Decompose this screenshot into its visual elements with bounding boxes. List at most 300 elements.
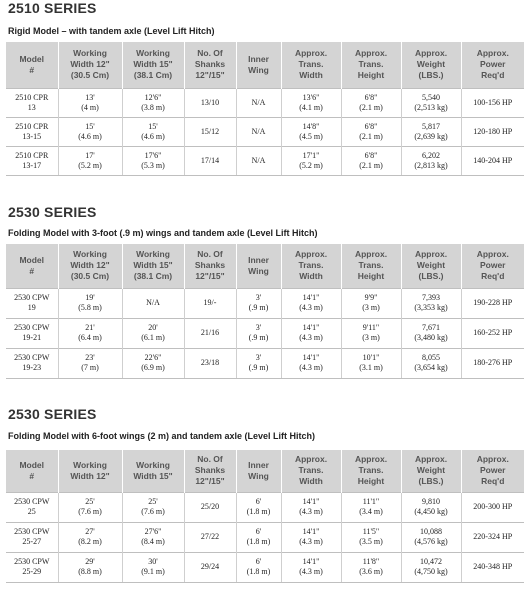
cell-text: N/A [251,126,266,136]
cell-text: 22'6" [144,353,162,362]
cell-text: 11'1" [362,497,380,506]
cell-text: (8.8 m) [78,567,102,576]
cell-text: (1.8 m) [246,507,271,516]
cell-text: 14'8" [302,121,320,131]
cell-text: 9'11" [362,323,380,332]
cell-text: (4.5 m) [299,131,323,141]
cell-text: 2510 CPR [15,150,49,160]
cell-weight [401,492,461,522]
cell-text: 240-348 HP [473,562,513,571]
header-text: Inner [248,459,269,470]
cell-text: 19 [27,303,36,312]
header-text: (LBS.) [418,70,444,81]
cell-text: 19-21 [22,333,42,342]
header-text: Width 12" [70,470,110,481]
cell-inner-wing [236,552,281,582]
cell-text: 11'8" [362,557,380,566]
table-row [6,348,524,378]
cell-text: 2530 CPW [14,497,50,506]
spec-table-2530-3ft [6,244,524,379]
cell-text: (8.2 m) [78,537,102,546]
cell-text: 12'6" [144,92,162,102]
column-header-model [6,244,58,288]
column-header-trans-height [341,450,401,492]
cell-trans-width [281,288,341,318]
cell-text: 25-29 [22,567,42,576]
table-header-row [6,42,524,88]
cell-text: 10'1" [362,353,380,362]
cell-model [6,552,58,582]
column-header-shanks [184,42,236,88]
cell-text: 25-27 [22,537,42,546]
header-text: Working [73,48,107,59]
cell-weight [401,88,461,117]
header-text: Height [357,476,385,487]
cell-width-15 [122,146,184,175]
series-title-2530-6ft: 2530 SERIES [8,406,97,422]
cell-text: 29/24 [200,562,220,571]
header-text: Trans. [358,260,384,271]
cell-text: 100-156 HP [473,97,513,107]
cell-text: 7,393 [422,293,440,302]
header-text: Approx. [414,454,448,465]
cell-power [461,117,524,146]
cell-text: 7,671 [422,323,440,332]
cell-text: (9.1 m) [141,567,165,576]
cell-text: (4,576 kg) [414,537,448,546]
cell-text: (4 m) [81,102,99,112]
column-header-trans-width [281,244,341,288]
cell-text: (3,654 kg) [414,363,448,372]
cell-text: 13/10 [200,97,220,107]
cell-text: (7.6 m) [141,507,165,516]
header-text: Height [357,70,385,81]
header-text: Req'd [481,70,505,81]
column-header-inner-wing [236,244,281,288]
header-text: Approx. [354,48,388,59]
cell-trans-width [281,522,341,552]
header-text: (30.5 Cm) [70,70,110,81]
cell-text: (4.1 m) [299,102,323,112]
column-header-power [461,244,524,288]
table-row [6,88,524,117]
series-subtitle-2510: Rigid Model – with tandem axle (Level Lift Hitch) [8,26,215,36]
cell-text: 3' [255,353,262,362]
header-text: Weight [416,260,446,271]
cell-text: 14'1" [302,527,320,536]
header-text: Approx. [294,454,328,465]
cell-text: 11'5" [362,527,380,536]
table-row [6,522,524,552]
header-text: Working [136,459,170,470]
cell-trans-width [281,492,341,522]
cell-text: 27/22 [200,532,220,541]
series-title-2510: 2510 SERIES [8,0,97,16]
column-header-shanks [184,244,236,288]
header-text: Width [299,70,323,81]
cell-text: 17' [85,150,95,160]
cell-text: (1.8 m) [246,537,271,546]
header-text: Working [73,459,107,470]
cell-text: 10,088 [420,527,442,536]
series-subtitle-2530-3ft: Folding Model with 3-foot (.9 m) wings and tandem axle (Level Lift Hitch) [8,228,318,238]
cell-text: (2,639 kg) [414,131,448,141]
cell-text: (4.3 m) [299,303,323,312]
cell-width-12 [58,348,122,378]
header-text: Height [357,271,385,282]
cell-trans-height [341,117,401,146]
cell-text: (3.4 m) [359,507,383,516]
cell-text: 14'1" [302,497,320,506]
cell-width-12 [58,492,122,522]
header-text: Approx. [354,454,388,465]
cell-text: 14'1" [302,353,320,362]
cell-text: (.9 m) [248,363,269,372]
header-text: Approx. [414,249,448,260]
cell-shanks [184,492,236,522]
column-header-trans-height [341,42,401,88]
cell-text: 23/18 [200,358,220,367]
column-header-inner-wing [236,450,281,492]
header-text: Shanks [194,465,226,476]
cell-shanks [184,88,236,117]
cell-text: (2.1 m) [359,160,383,170]
table-header-row [6,244,524,288]
cell-model [6,288,58,318]
column-header-width-15 [122,450,184,492]
cell-text: N/A [251,155,266,165]
header-text: Shanks [194,260,226,271]
header-text: Power [479,59,506,70]
header-text: Approx. [476,454,509,465]
cell-shanks [184,348,236,378]
cell-text: 10,472 [420,557,442,566]
column-header-weight [401,244,461,288]
header-text: Trans. [298,260,324,271]
cell-text: 14'1" [302,323,320,332]
cell-width-15 [122,117,184,146]
cell-text: 21' [85,323,95,332]
cell-text: (5.3 m) [141,160,165,170]
cell-inner-wing [236,492,281,522]
cell-text: 23' [85,353,95,362]
header-text: Approx. [476,48,509,59]
column-header-width-12 [58,244,122,288]
column-header-width-12 [58,450,122,492]
cell-text: 160-252 HP [473,328,513,337]
header-text: Trans. [358,465,384,476]
cell-text: 27' [85,527,95,536]
cell-trans-height [341,146,401,175]
header-text: Approx. [294,48,328,59]
header-text: Approx. [476,249,509,260]
header-text: 12"/15" [195,271,225,282]
header-text: Approx. [294,249,328,260]
column-header-model [6,450,58,492]
series-title-2530-3ft: 2530 SERIES [8,204,97,220]
table-row [6,318,524,348]
cell-text: 8,055 [422,353,440,362]
cell-text: 13 [27,102,36,112]
cell-text: 5,817 [422,121,440,131]
header-text: Width [299,476,323,487]
cell-text: (6.9 m) [141,363,165,372]
header-text: Working [136,48,170,59]
cell-text: 9,810 [422,497,440,506]
cell-text: (3,480 kg) [414,333,448,342]
cell-text: 19' [85,293,95,302]
cell-text: 2530 CPW [14,293,50,302]
cell-text: 15' [85,121,95,131]
cell-text: 13-17 [22,160,42,170]
cell-text: 6' [255,527,262,536]
cell-width-15 [122,288,184,318]
cell-text: (4,750 kg) [414,567,448,576]
column-header-trans-height [341,244,401,288]
cell-text: (3.1 m) [359,363,383,372]
cell-text: (4,450 kg) [414,507,448,516]
cell-text: N/A [251,97,266,107]
cell-trans-height [341,552,401,582]
cell-text: (.9 m) [248,333,269,342]
header-text: Inner [248,254,269,265]
header-text: Width 12" [70,260,110,271]
header-text: Width 15" [133,470,173,481]
cell-weight [401,288,461,318]
cell-weight [401,348,461,378]
cell-text: (2.1 m) [359,102,383,112]
cell-text: (6.1 m) [141,333,165,342]
cell-text: (4.3 m) [299,363,323,372]
cell-weight [401,146,461,175]
cell-text: (3 m) [362,303,380,312]
cell-text: 120-180 HP [473,126,513,136]
header-text: Width 12" [70,59,110,70]
cell-text: 20' [148,323,158,332]
cell-text: 180-276 HP [473,358,513,367]
cell-text: 17'6" [144,150,162,160]
cell-trans-height [341,88,401,117]
cell-trans-height [341,318,401,348]
cell-text: 200-300 HP [473,502,513,511]
cell-text: (3,353 kg) [414,303,448,312]
cell-text: 25/20 [200,502,220,511]
cell-power [461,318,524,348]
cell-width-15 [122,88,184,117]
cell-width-15 [122,318,184,348]
spec-table-2530-6ft [6,450,524,583]
cell-text: (5.2 m) [299,160,323,170]
cell-text: (4.3 m) [299,537,323,546]
cell-text: 13'6" [302,92,320,102]
cell-width-12 [58,88,122,117]
column-header-inner-wing [236,42,281,88]
cell-text: 19/- [203,298,217,307]
cell-trans-width [281,318,341,348]
series-subtitle-2530-6ft: Folding Model with 6-foot wings (2 m) and tandem axle (Level Lift Hitch) [8,431,316,441]
cell-inner-wing [236,522,281,552]
cell-text: (3 m) [362,333,380,342]
cell-power [461,552,524,582]
header-text: # [29,64,35,75]
cell-text: (3.8 m) [141,102,165,112]
header-text: Req'd [481,476,505,487]
column-header-trans-width [281,450,341,492]
cell-shanks [184,288,236,318]
header-text: Width [299,271,323,282]
cell-model [6,492,58,522]
cell-text: 9'9" [364,293,378,302]
table-row [6,117,524,146]
header-text: Req'd [481,271,505,282]
cell-text: N/A [146,298,160,307]
header-text: Inner [248,53,269,64]
cell-text: 6' [255,497,262,506]
table-row [6,288,524,318]
cell-text: 6'8" [364,150,378,160]
cell-inner-wing [236,318,281,348]
header-text: No. Of [197,454,223,465]
cell-inner-wing [236,117,281,146]
header-text: Shanks [194,59,226,70]
cell-weight [401,552,461,582]
column-header-width-15 [122,42,184,88]
cell-text: 13-15 [22,131,42,141]
column-header-weight [401,42,461,88]
cell-text: 2510 CPR [15,121,49,131]
cell-power [461,522,524,552]
cell-power [461,88,524,117]
header-text: Trans. [358,59,384,70]
header-text: Wing [248,64,269,75]
cell-model [6,117,58,146]
cell-text: 17'1" [302,150,320,160]
header-text: (38.1 Cm) [133,271,173,282]
cell-width-15 [122,552,184,582]
cell-text: 25' [85,497,95,506]
cell-width-12 [58,522,122,552]
column-header-model [6,42,58,88]
cell-trans-height [341,522,401,552]
cell-text: 2530 CPW [14,557,50,566]
column-header-power [461,42,524,88]
cell-text: 13' [85,92,95,102]
cell-text: 190-228 HP [473,298,513,307]
header-text: Working [73,249,107,260]
cell-inner-wing [236,88,281,117]
cell-text: 27'6" [144,527,162,536]
header-text: 12"/15" [195,70,225,81]
cell-trans-width [281,348,341,378]
cell-text: 21/16 [200,328,220,337]
cell-text: 30' [148,557,158,566]
table-row [6,552,524,582]
header-text: Working [136,249,170,260]
cell-text: (4.3 m) [299,333,323,342]
cell-power [461,492,524,522]
cell-text: (8.4 m) [141,537,165,546]
cell-trans-width [281,88,341,117]
cell-trans-height [341,492,401,522]
cell-shanks [184,552,236,582]
cell-text: 220-324 HP [473,532,513,541]
header-text: Trans. [298,465,324,476]
cell-text: (4.6 m) [78,131,102,141]
cell-text: 6'8" [364,121,378,131]
cell-model [6,88,58,117]
header-text: Width 15" [133,260,173,271]
header-text: Approx. [414,48,448,59]
cell-model [6,522,58,552]
cell-weight [401,522,461,552]
cell-text: 25' [148,497,158,506]
header-text: Power [479,465,506,476]
cell-text: 6' [255,557,262,566]
cell-trans-width [281,146,341,175]
cell-text: 19-23 [22,363,42,372]
cell-text: (4.3 m) [299,567,323,576]
cell-text: (4.3 m) [299,507,323,516]
cell-text: 2530 CPW [14,323,50,332]
cell-shanks [184,146,236,175]
cell-width-15 [122,348,184,378]
header-text: Weight [416,465,446,476]
cell-model [6,318,58,348]
cell-text: 2530 CPW [14,353,50,362]
cell-text: (7 m) [81,363,99,372]
header-text: No. Of [197,48,223,59]
cell-text: (2,813 kg) [414,160,448,170]
cell-text: 3' [255,293,262,302]
cell-text: (5.2 m) [78,160,102,170]
cell-text: (.9 m) [248,303,269,312]
cell-text: 17/14 [200,155,220,165]
cell-text: 14'1" [302,557,320,566]
header-text: 12"/15" [195,476,225,487]
header-text: Weight [416,59,446,70]
cell-width-12 [58,117,122,146]
cell-width-15 [122,492,184,522]
cell-inner-wing [236,146,281,175]
header-text: (LBS.) [418,476,444,487]
cell-text: (1.8 m) [246,567,271,576]
header-text: Model [19,53,45,64]
table-row [6,492,524,522]
cell-shanks [184,522,236,552]
cell-trans-width [281,117,341,146]
header-text: Wing [248,265,269,276]
cell-text: (2,513 kg) [414,102,448,112]
cell-text: (3.6 m) [359,567,383,576]
cell-text: 29' [85,557,95,566]
table-header-row [6,450,524,492]
cell-width-12 [58,552,122,582]
column-header-trans-width [281,42,341,88]
column-header-width-15 [122,244,184,288]
cell-text: (4.6 m) [141,131,165,141]
cell-text: (3.5 m) [359,537,383,546]
header-text: (30.5 Cm) [70,271,110,282]
header-text: Approx. [354,249,388,260]
header-text: No. Of [197,249,223,260]
cell-inner-wing [236,348,281,378]
cell-text: (5.8 m) [78,303,102,312]
header-text: Model [19,459,45,470]
header-text: Wing [248,470,269,481]
header-text: Width 15" [133,59,173,70]
table-row [6,146,524,175]
column-header-width-12 [58,42,122,88]
